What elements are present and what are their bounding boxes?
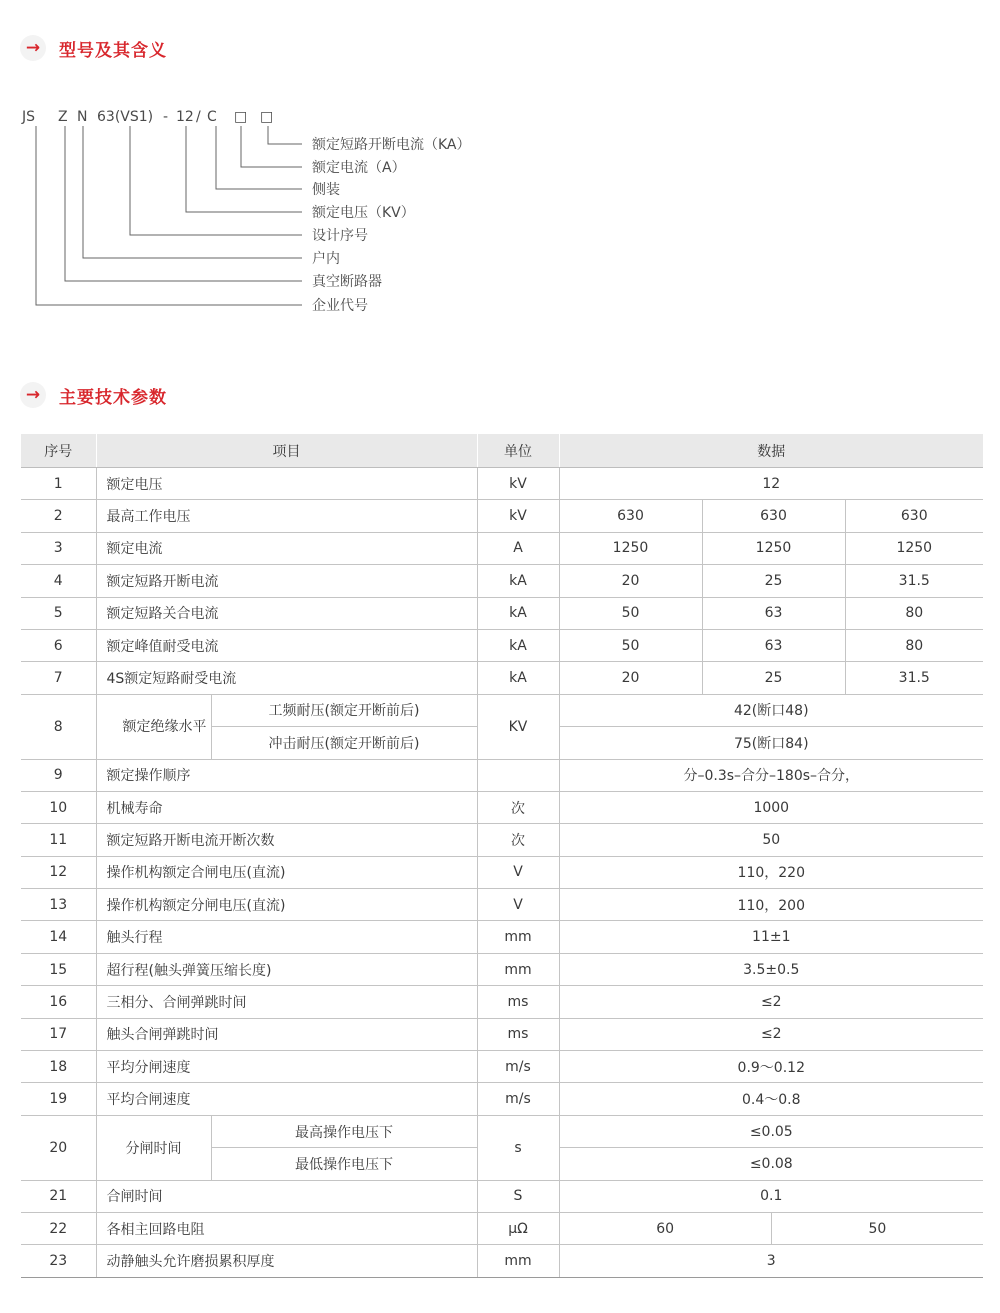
meaning-company-code: 企业代号 <box>312 298 368 314</box>
header-item: 项目 <box>96 434 477 468</box>
row-value: 3 <box>559 1245 983 1277</box>
row-unit <box>477 759 559 791</box>
code-z: Z <box>58 109 68 125</box>
row-no: 6 <box>21 629 96 661</box>
meaning-rated-current: 额定电流（A） <box>312 160 406 176</box>
row-value: 42(断口48) <box>559 694 983 726</box>
table-row <box>21 500 983 532</box>
row-value: 31.5 <box>845 565 983 597</box>
table-row <box>21 565 983 597</box>
section-header-model <box>20 33 167 63</box>
arrow-right-icon: → <box>20 35 46 61</box>
row-item: 额定峰值耐受电流 <box>96 629 477 661</box>
row-no: 11 <box>21 824 96 856</box>
table-row <box>21 921 983 953</box>
row-item: 动静触头允许磨损累积厚度 <box>96 1245 477 1277</box>
code-slash: / <box>196 109 201 125</box>
row-value: 1000 <box>559 791 983 823</box>
row-unit: V <box>477 889 559 921</box>
row-unit: mm <box>477 921 559 953</box>
table-row <box>21 1180 983 1212</box>
row-item: 触头行程 <box>96 921 477 953</box>
row-value: 50 <box>559 629 702 661</box>
section-title: 主要技术参数 <box>59 387 167 408</box>
row-unit: V <box>477 856 559 888</box>
row-unit: kV <box>477 500 559 532</box>
row-unit: A <box>477 532 559 564</box>
table-row <box>21 1083 983 1115</box>
row-value: 110，220 <box>559 856 983 888</box>
row-no: 4 <box>21 565 96 597</box>
row-no: 8 <box>21 694 96 759</box>
row-value: 1250 <box>702 532 845 564</box>
row-value: 25 <box>702 662 845 694</box>
row-value: 60 <box>656 1220 675 1237</box>
row-item: 额定短路关合电流 <box>96 597 477 629</box>
row-unit: kA <box>477 597 559 629</box>
section-header-specs <box>20 380 167 410</box>
row-no: 20 <box>21 1115 96 1180</box>
row-no: 12 <box>21 856 96 888</box>
table-row <box>21 889 983 921</box>
row-no: 19 <box>21 1083 96 1115</box>
row-value: 0.4～0.8 <box>559 1083 983 1115</box>
row-unit: KV <box>477 694 559 759</box>
row-value: 25 <box>702 565 845 597</box>
row-sub-item: 工频耐压(额定开断前后) <box>211 694 477 726</box>
row-no: 5 <box>21 597 96 629</box>
meaning-design-serial: 设计序号 <box>312 228 368 244</box>
meaning-breaking-current: 额定短路开断电流（KA） <box>312 137 471 153</box>
specs-table <box>21 434 983 1278</box>
table-row <box>21 856 983 888</box>
table-row <box>21 532 983 564</box>
row-item: 各相主回路电阻 <box>96 1212 477 1244</box>
row-unit: m/s <box>477 1083 559 1115</box>
row-item: 额定短路开断电流开断次数 <box>96 824 477 856</box>
row-item: 平均合闸速度 <box>96 1083 477 1115</box>
row-item: 额定电流 <box>96 532 477 564</box>
row-value: 63 <box>702 597 845 629</box>
row-value: ≤2 <box>559 1018 983 1050</box>
row-no: 13 <box>21 889 96 921</box>
row-unit: kA <box>477 629 559 661</box>
table-row <box>21 953 983 985</box>
code-n: N <box>77 109 88 125</box>
row-no: 14 <box>21 921 96 953</box>
table-row <box>21 824 983 856</box>
row-value: 20 <box>559 662 702 694</box>
row-value: 20 <box>559 565 702 597</box>
row-no: 17 <box>21 1018 96 1050</box>
row-value: 630 <box>559 500 702 532</box>
row-no: 3 <box>21 532 96 564</box>
row-item: 操作机构额定合闸电压(直流) <box>96 856 477 888</box>
code-series: 63(VS1) <box>97 109 154 125</box>
row-item: 4S额定短路耐受电流 <box>96 662 477 694</box>
row-value: 80 <box>845 629 983 661</box>
table-row <box>21 791 983 823</box>
row-unit: kA <box>477 565 559 597</box>
row-value: 50 <box>559 597 702 629</box>
row-unit: 次 <box>477 791 559 823</box>
row-group-label: 分闸时间 <box>96 1115 211 1180</box>
row-unit: ms <box>477 986 559 1018</box>
row-unit: S <box>477 1180 559 1212</box>
row-item: 触头合闸弹跳时间 <box>96 1018 477 1050</box>
row-no: 15 <box>21 953 96 985</box>
header-data: 数据 <box>559 434 983 468</box>
row-group-label: 额定绝缘水平 <box>96 694 211 759</box>
code-js: JS <box>22 109 36 125</box>
row-item: 额定操作顺序 <box>96 759 477 791</box>
row-item: 额定短路开断电流 <box>96 565 477 597</box>
row-unit: kA <box>477 662 559 694</box>
row-no: 1 <box>21 468 96 500</box>
row-value: 75(断口84) <box>559 727 983 759</box>
table-row <box>21 1245 983 1277</box>
row-value-split <box>559 1212 983 1244</box>
row-unit: μΩ <box>477 1212 559 1244</box>
row-no: 23 <box>21 1245 96 1277</box>
table-row <box>21 629 983 661</box>
row-value: 630 <box>702 500 845 532</box>
row-item: 额定电压 <box>96 468 477 500</box>
row-value: 11±1 <box>559 921 983 953</box>
header-no: 序号 <box>21 434 96 468</box>
row-value: 630 <box>845 500 983 532</box>
row-value: 110，200 <box>559 889 983 921</box>
row-no: 18 <box>21 1051 96 1083</box>
code-box-breaking: □ <box>260 109 274 125</box>
table-row <box>21 1018 983 1050</box>
row-sub-item: 最高操作电压下 <box>211 1115 477 1147</box>
table-row <box>21 662 983 694</box>
arrow-right-icon: → <box>20 382 46 408</box>
table-header-row <box>21 434 983 468</box>
row-value: 12 <box>559 468 983 500</box>
table-row <box>21 597 983 629</box>
row-unit: 次 <box>477 824 559 856</box>
table-row <box>21 694 983 726</box>
model-code-diagram <box>0 100 520 325</box>
table-row <box>21 1115 983 1147</box>
row-no: 2 <box>21 500 96 532</box>
row-sub-item: 冲击耐压(额定开断前后) <box>211 727 477 759</box>
row-item: 平均分闸速度 <box>96 1051 477 1083</box>
meaning-indoor: 户内 <box>312 251 340 267</box>
row-unit: s <box>477 1115 559 1180</box>
row-item: 操作机构额定分闸电压(直流) <box>96 889 477 921</box>
row-unit: mm <box>477 1245 559 1277</box>
table-row <box>21 468 983 500</box>
row-unit: ms <box>477 1018 559 1050</box>
row-item: 机械寿命 <box>96 791 477 823</box>
table-body <box>21 468 983 1278</box>
row-value: 63 <box>702 629 845 661</box>
row-no: 22 <box>21 1212 96 1244</box>
table-row <box>21 1051 983 1083</box>
row-value: 50 <box>559 824 983 856</box>
row-unit: m/s <box>477 1051 559 1083</box>
meaning-side-mount: 侧装 <box>312 182 340 198</box>
code-box-current: □ <box>234 109 248 125</box>
code-dash: - <box>163 109 169 125</box>
row-value: 0.9～0.12 <box>559 1051 983 1083</box>
row-item: 三相分、合闸弹跳时间 <box>96 986 477 1018</box>
row-no: 10 <box>21 791 96 823</box>
table-row <box>21 986 983 1018</box>
table-row <box>21 1212 983 1244</box>
row-value: 1250 <box>559 532 702 564</box>
row-value: 0.1 <box>559 1180 983 1212</box>
row-value: 3.5±0.5 <box>559 953 983 985</box>
section-title: 型号及其含义 <box>59 40 167 61</box>
row-no: 16 <box>21 986 96 1018</box>
table-row <box>21 759 983 791</box>
row-unit: kV <box>477 468 559 500</box>
row-value: 1250 <box>845 532 983 564</box>
row-value: 80 <box>845 597 983 629</box>
meaning-rated-voltage: 额定电压（KV） <box>312 205 415 221</box>
code-c: C <box>207 109 217 125</box>
row-item: 最高工作电压 <box>96 500 477 532</box>
row-no: 7 <box>21 662 96 694</box>
header-unit: 单位 <box>477 434 559 468</box>
row-value: ≤0.05 <box>559 1115 983 1147</box>
row-value: 分–0.3s–合分–180s–合分， <box>559 759 983 791</box>
row-unit: mm <box>477 953 559 985</box>
row-item: 超行程(触头弹簧压缩长度) <box>96 953 477 985</box>
row-value: 50 <box>771 1213 983 1244</box>
row-no: 9 <box>21 759 96 791</box>
row-sub-item: 最低操作电压下 <box>211 1148 477 1180</box>
row-value: ≤2 <box>559 986 983 1018</box>
meaning-vacuum-breaker: 真空断路器 <box>312 274 382 290</box>
row-item: 合闸时间 <box>96 1180 477 1212</box>
row-value: 31.5 <box>845 662 983 694</box>
code-voltage: 12 <box>176 109 194 125</box>
row-value: ≤0.08 <box>559 1148 983 1180</box>
row-no: 21 <box>21 1180 96 1212</box>
